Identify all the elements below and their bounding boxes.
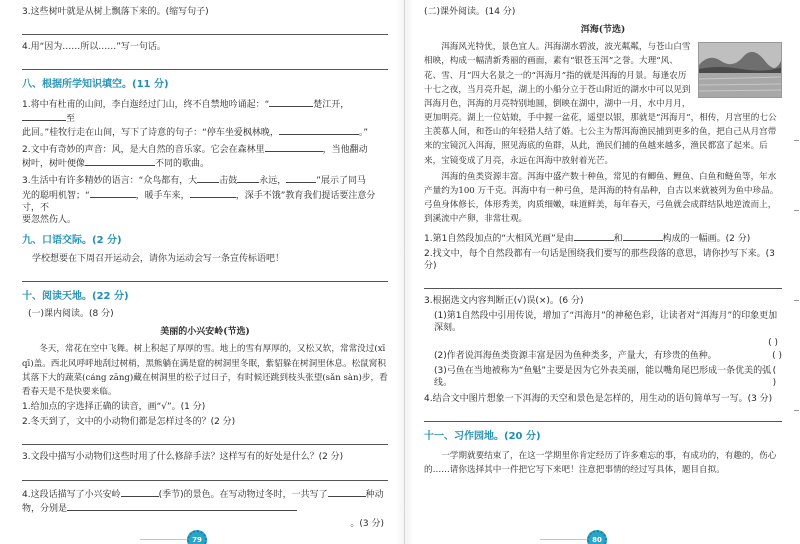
judgement-3-mark[interactable]: ( ) bbox=[772, 365, 777, 388]
page-number-badge bbox=[180, 530, 214, 544]
erhai-question-2: 2.找文中，每个自然段都有一句话是围绕我们要写的那些段落的意思，请你抄写下来。(3 分) bbox=[424, 248, 775, 271]
in-class-reading-title: (一)课内阅读。(8 分) bbox=[28, 309, 114, 320]
right-page bbox=[412, 0, 800, 544]
answer-line[interactable] bbox=[424, 408, 782, 422]
erhai-question-3: 3.根据选文内容判断正(√)误(×)。(6 分) bbox=[424, 295, 584, 306]
blank[interactable] bbox=[67, 501, 297, 511]
erhai-paragraph-2: 洱海的鱼类资源丰富。洱海中盛产数十种鱼，常见的有鲫鱼、鲤鱼、白鱼和鲢鱼等，年水产量约为100 万千克。洱海中有一种弓鱼，是洱海的特有品种，自古以来就被列为鱼中珍品。弓鱼身体修长，体形秀美，肉质细嫩，味道鲜美，每年春天，弓鱼就会成群结队地逆流而上，到溪流中产卵，非常壮观。 bbox=[424, 171, 779, 225]
erhai-question-4: 4.结合文中图片想象一下洱海的天空和景色是怎样的，用生动的语句简单写一写。(3 分) bbox=[424, 393, 773, 404]
extracurricular-reading-title: (二)课外阅读。(14 分) bbox=[424, 7, 516, 17]
lake-photo bbox=[698, 42, 782, 98]
page-number-badge bbox=[580, 530, 614, 544]
blank[interactable] bbox=[328, 487, 366, 497]
article-text: 冬天，常花在空中飞舞。树上积起了厚厚的雪。地上的雪有厚厚的，又松又软，常常没过(xī qī)盖。西北风呼呼地刮过树梢，黑熊躺在满是窟的树洞里冬眠，紫貂躲在树洞里休息。松鼠窝积其落下大的蔬菜(cáng zāng)藏在树洞里的松子过日子，有时候还跳到枝头张望(sǎn sàn)步，看看春天是不是快要来临。 bbox=[22, 344, 388, 397]
article-title-erhai: 洱海(节选) bbox=[580, 25, 626, 36]
lake-mountain-image bbox=[699, 43, 782, 98]
blank[interactable] bbox=[90, 188, 136, 198]
fill-question-1: 1.将中有杜甫的山间，李白迤经过门山，终不自禁地吟诵起：“ 楚江开，至 此回。”桂牧行走在山间，写下了诗意的句子：“停车坐爱枫林晚， 。” bbox=[22, 97, 388, 139]
blank[interactable] bbox=[574, 231, 614, 241]
slogan-prompt: 学校想要在下周召开运动会，请你为运动会写一条宣传标语吧！ bbox=[32, 253, 285, 264]
judgement-1-mark[interactable]: ( ) bbox=[768, 338, 778, 349]
blank[interactable] bbox=[85, 156, 155, 166]
answer-line[interactable] bbox=[22, 21, 388, 35]
answer-line[interactable] bbox=[22, 268, 388, 282]
score-note: 。(3 分) bbox=[350, 518, 384, 529]
page-divider bbox=[404, 0, 405, 544]
reading-question-1: 1.给加点的字选择正确的读音，画“√”。(1 分) bbox=[22, 402, 206, 413]
erhai-question-1: 1.第1自然段加点的“大相风光画”是由 和 构成的一幅画。(2 分) bbox=[424, 231, 782, 245]
page-number: 80 bbox=[587, 530, 607, 544]
judgement-1: (1)第1自然段中引用传说，增加了“洱海月”的神秘色彩，让读者对“洱海月”的印象更加深刻。 bbox=[434, 311, 778, 334]
fill-question-2: 2.文中有奇妙的声音：风，是大自然的音乐家。它会在森林里 ，当他翻动 树叶，树叶便像 不同的歌曲。 bbox=[22, 142, 388, 170]
blank[interactable] bbox=[121, 487, 159, 497]
blank[interactable] bbox=[279, 125, 359, 135]
reading-question-3: 3.文段中描写小动物们这些时用了什么修辞手法？这样写有的好处是什么？(2 分) bbox=[22, 452, 344, 463]
fill-question-3: 3.生活中有许多精妙的语言：“众鸟都有，大 击鼓 永远， ”展示了同马 光的聪明机智；“ ，暖手车来， ，深手不饿”教育我们提话要注意分寸，不 要忽然伤人。 bbox=[22, 173, 388, 226]
blank[interactable] bbox=[623, 231, 663, 241]
blank[interactable] bbox=[265, 142, 323, 152]
section-9-title: 九、口语交际。(2 分) bbox=[22, 235, 122, 247]
article-title: 美丽的小兴安岭(节选) bbox=[160, 327, 250, 338]
judgement-3: (3)弓鱼在当地被称为“鱼魁”主要是因为它外表美丽，能以嘴角尾巴形成一条优美的弧线。 ( ) bbox=[424, 365, 782, 389]
page-number: 79 bbox=[187, 530, 207, 544]
section-8-title: 八、根据所学知识填空。(11 分) bbox=[22, 79, 169, 91]
reading-question-2: 2.冬天到了，文中的小动物们都是怎样过冬的？(2 分) bbox=[22, 417, 236, 428]
section-10-title: 十、阅读天地。(22 分) bbox=[22, 290, 129, 302]
judgement-2: (2)作者说洱海鱼类资源丰富是因为鱼种类多，产量大，有珍贵的鱼种。 ( ) bbox=[434, 350, 782, 361]
binding-edge-marks bbox=[792, 0, 800, 544]
question-because-so: 4.用“因为……所以……”写一句话。 bbox=[22, 42, 166, 53]
blank[interactable] bbox=[197, 173, 219, 183]
answer-line[interactable] bbox=[22, 467, 388, 481]
reading-question-4: 4.这段话描写了小兴安岭 (季节)的景色。在写动物过冬时，一共写了 种动 物，分别是 bbox=[22, 487, 388, 515]
section-11-title: 十一、习作园地。(20 分) bbox=[424, 431, 541, 443]
blank[interactable] bbox=[237, 173, 259, 183]
composition-prompt: 一学期就要结束了，在这一学期里你肯定经历了许多难忘的事，有成功的，有趣的，伤心的……请你选择其中一件把它写下来吧！注意把事情的经过写具体，题目自拟。 bbox=[424, 450, 777, 475]
blank[interactable] bbox=[22, 111, 66, 121]
answer-line[interactable] bbox=[22, 56, 388, 70]
judgement-2-mark[interactable]: ( ) bbox=[772, 350, 782, 361]
erhai-paragraph-1: 洱海风光特优，景色宜人。洱海湖水碧波，波光粼粼，与苍山白雪相映，构成一幅清新秀丽的画面，素有“银苍玉洱”之誉。大理“风、花、雪、月”四大名景之一的“洱海月”指的就是洱海的月景。每逢农历十七之夜，当月亮升起，湖上的小船分立于苍山附近的湖水中可以见到洱海月色，洱海的月亮特别地圆，倒映在湖中，湖中一月，水中月月，更加明亮。湖上一位姑娘，手中握一盆花，遥望以银，那就是“洱海月”，相传，月宫里的七公主羡慕人间，和苍山的年轻猎人结了婚。七公主为帮洱海渔民捕到更多的鱼，把自己从月宫带来的宝镜沉入洱海，照见海底的鱼群，从此，渔民们捕的鱼越来越多，渔民都富了起来。后来，宝镜变成了月亮，永远在洱海中放射着光芒。 bbox=[424, 42, 777, 166]
blank[interactable] bbox=[269, 97, 313, 107]
answer-line[interactable] bbox=[424, 275, 782, 289]
blank[interactable] bbox=[190, 188, 236, 198]
answer-line[interactable] bbox=[22, 431, 388, 445]
question-shorten-sentence: 3.这些树叶就是从树上飘落下来的。(缩写句子) bbox=[22, 7, 209, 17]
left-page bbox=[0, 0, 398, 544]
blank[interactable] bbox=[286, 173, 316, 183]
